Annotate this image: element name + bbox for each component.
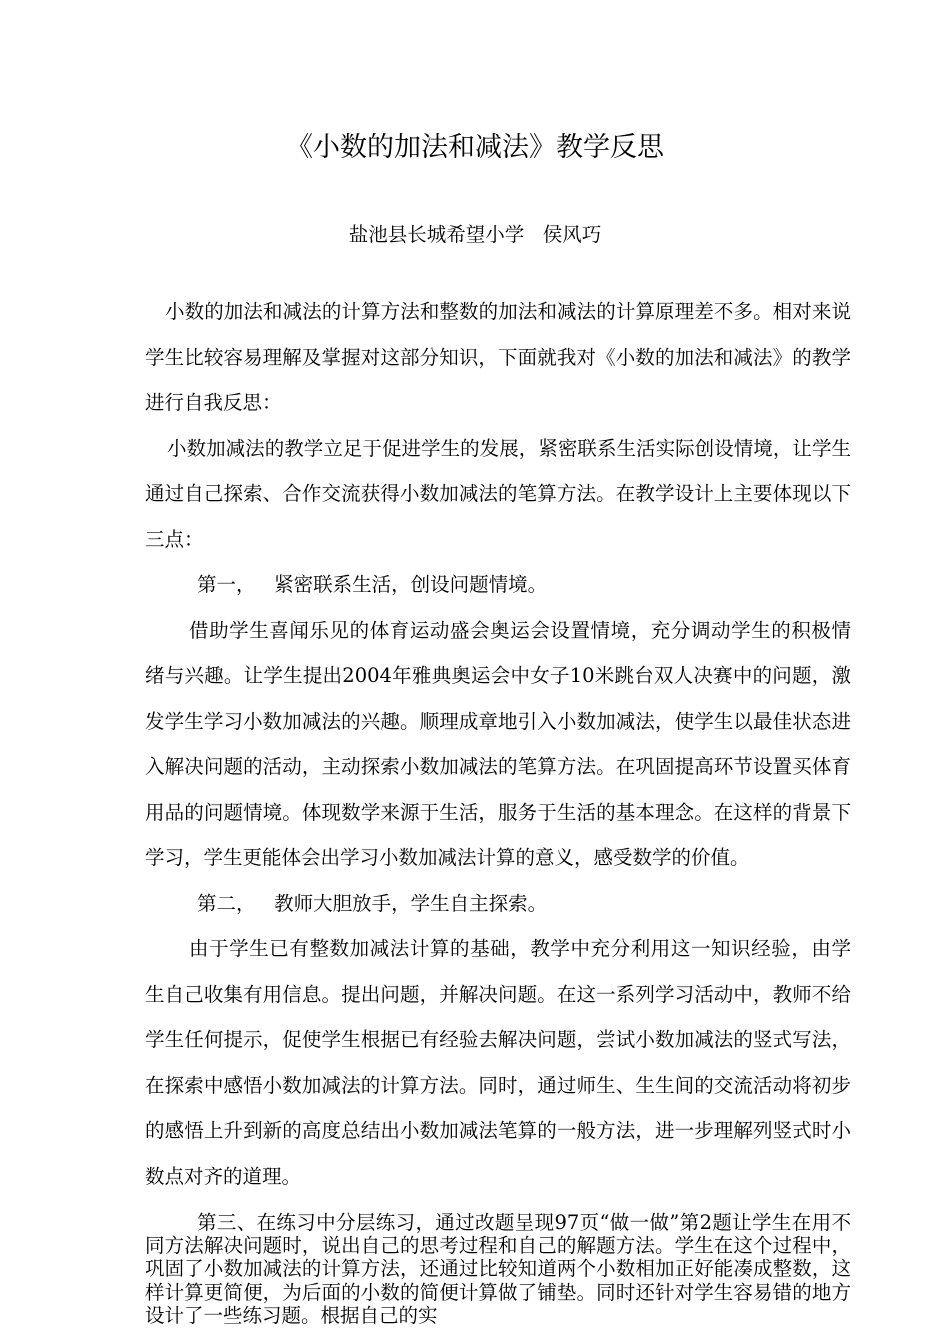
- author-line: 盐池县长城希望小学 侯风巧: [348, 223, 602, 246]
- paragraph-second: 由于学生已有整数加减法计算的基础，教学中充分利用这一知识经验，由学生自己收集有用信息。提出问题，并解决问题。在这一系列学习活动中，教师不给学生任何提示，促使学生根据已有经验去解决问题，尝试小数加减法的竖式写法，在探索中感悟小数加减法的计算方法。同时，通过师生、生生间的交流活动将初步的感悟上升到新的高度总结出小数加减法笔算的一般方法，进一步理解列竖式时小数点对齐的道理。: [145, 937, 851, 1188]
- document-body: [145, 289, 851, 1327]
- section-heading-first: 第一， 紧密联系生活，创设问题情境。: [197, 573, 548, 596]
- paragraph-third: 第三、在练习中分层练习，通过改题呈现97页“做一做”第2题让学生在用不同方法解决问题时，说出自己的思考过程和自己的解题方法。学生在这个过程中，巩固了小数加减法的计算方法，还通过比较知道两个小数相加正好能凑成整数，这样计算更简便，为后面的小数的简便计算做了铺垫。同时还针对学生容易错的地方设计了一些练习题。根据自己的实: [145, 1211, 851, 1327]
- paragraph-intro: 小数的加法和减法的计算方法和整数的加法和减法的计算原理差不多。相对来说学生比较容易理解及掌握对这部分知识，下面就我对《小数的加法和减法》的教学进行自我反思：: [145, 300, 851, 414]
- document-title: 《小数的加法和减法》教学反思: [286, 132, 664, 163]
- section-heading-second: 第二， 教师大胆放手，学生自主探索。: [197, 891, 548, 915]
- paragraph-overview: 小数加减法的教学立足于促进学生的发展，紧密联系生活实际创设情境，让学生通过自己探索、合作交流获得小数加减法的笔算方法。在教学设计上主要体现以下三点：: [145, 436, 851, 551]
- paragraph-first: 借助学生喜闻乐见的体育运动盛会奥运会设置情境，充分调动学生的积极情绪与兴趣。让学生提出2004年雅典奥运会中女子10米跳台双人决赛中的问题，激发学生学习小数加减法的兴趣。顺理成章地引入小数加减法，使学生以最佳状态进入解决问题的活动，主动探索小数加减法的笔算方法。在巩固提高环节设置买体育用品的问题情境。体现数学来源于生活，服务于生活的基本理念。在这样的背景下学习，学生更能体会出学习小数加减法计算的意义，感受数学的价值。: [145, 618, 851, 869]
